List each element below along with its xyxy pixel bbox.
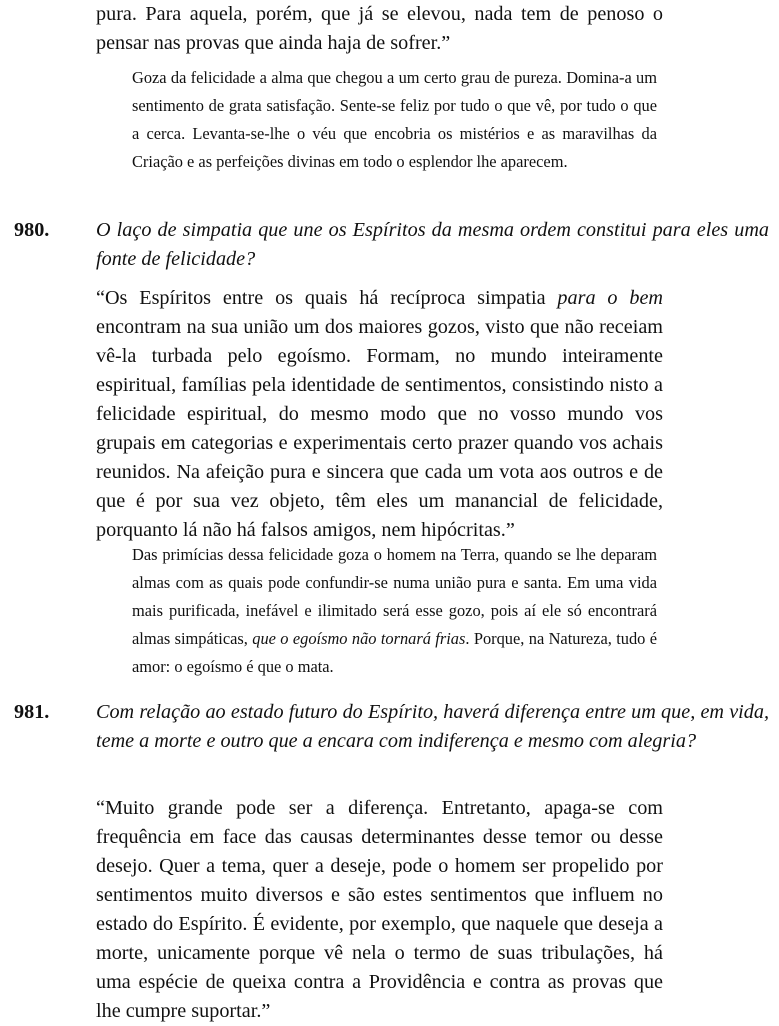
answer-text: “Muito grande pode ser a diferença. Entretanto, apaga-se com frequência em face das causas determinantes desse temor ou desse desejo. Quer a tema, quer a deseje, pode o homem ser propelido por sentimentos muito diversos e são estes sentimentos que influem no estado do Espírito. É evidente, por exemplo, que naquele que deseja a morte, unicamente porque vê nela o termo de suas tribulações, há uma espécie de queixa contra a Providência e contra as provas que lhe cumpre suportar.” [96, 797, 663, 1022]
commentary-note [0, 64, 673, 176]
question-number: 981. [14, 701, 50, 723]
answer-980 [0, 284, 673, 545]
answer-segment: “Os Espíritos entre os quais há recíproca simpatia [96, 287, 558, 309]
answer-981 [0, 794, 673, 1026]
note-text [0, 541, 673, 681]
question-text: Com relação ao estado futuro do Espírito, haverá diferença entre um que, em vida, teme a morte e outro que a encara com indiferença e mesmo com alegria? [96, 701, 769, 752]
answer-emphasis: para o bem [557, 287, 663, 309]
commentary-note-980 [0, 541, 673, 681]
note-segment: . Porque, na Natureza, tudo é amor: o egoísmo é que o mata. [132, 629, 658, 676]
answer-text [0, 284, 673, 545]
answer-text: pura. Para aquela, porém, que já se elevou, nada tem de penoso o pensar nas provas que ainda haja de sofrer.” [96, 3, 663, 54]
question-text: O laço de simpatia que une os Espíritos da mesma ordem constitui para eles uma fonte de felicidade? [96, 219, 769, 270]
note-text: Goza da felicidade a alma que chegou a um certo grau de pureza. Domina-a um sentimento de grata satisfação. Sente-se feliz por tudo o que vê, por tudo o que a cerca. Levanta-se-lhe o véu que encobria os mistérios e as maravilhas da Criação e as perfeições divinas em todo o esplendor lhe aparecem. [132, 68, 657, 171]
answer-segment: encontram na sua união um dos maiores gozos, visto que não receiam vê-la turbada pelo egoísmo. Formam, no mundo inteiramente espiritual, famílias pela identidade de sentimentos, consistindo nisto a felicidade espiritual, do mesmo modo que no vosso mundo vos grupais em categorias e experimentais certo prazer quando vos achais reunidos. Na afeição pura e sincera que cada um vota aos outros e de que é por sua vez objeto, têm eles um manancial de felicidade, porquanto lá não há falsos amigos, nem hipócritas.” [96, 316, 663, 541]
previous-answer-ending [0, 0, 673, 58]
question-980 [0, 216, 779, 274]
question-number: 980. [14, 219, 50, 241]
note-segment: Das primícias dessa felicidade goza o homem na Terra, quando se lhe deparam almas com as quais pode confundir-se numa união pura e santa. Em uma vida mais purificada, inefável e ilimitado será esse gozo, pois aí ele só encontrará almas simpáticas, [132, 545, 657, 648]
question-981 [0, 698, 779, 756]
note-emphasis: que o egoísmo não tornará frias [252, 629, 466, 648]
